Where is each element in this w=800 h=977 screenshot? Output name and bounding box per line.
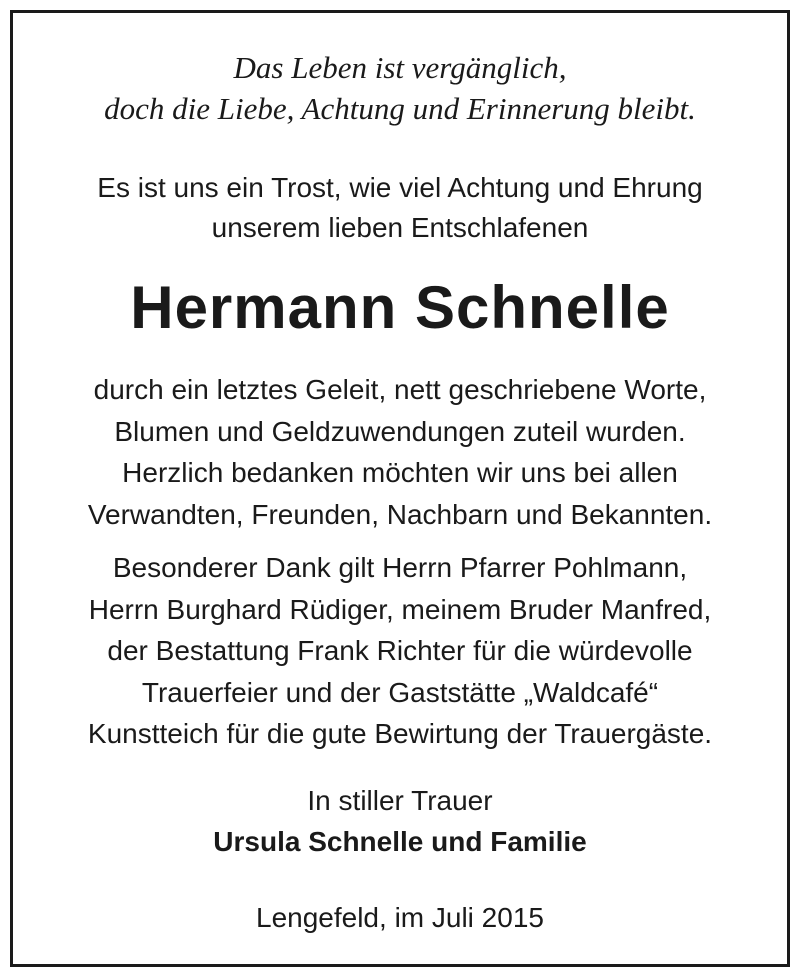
intro-line: Es ist uns ein Trost, wie viel Achtung und Ehrung <box>97 172 703 203</box>
closing-phrase: In stiller Trauer <box>307 785 493 816</box>
notice-frame <box>10 10 790 967</box>
thanks-line: Verwandten, Freunden, Nachbarn und Bekannten. <box>87 498 713 530</box>
motto <box>13 47 787 129</box>
intro-line: unserem lieben Entschlafenen <box>211 212 589 243</box>
intro-text <box>13 168 787 248</box>
special-thanks-line: Besonderer Dank gilt Herrn Pfarrer Pohlmann, <box>112 552 688 583</box>
thanks-paragraph <box>13 369 787 535</box>
family-signature: Ursula Schnelle und Familie <box>213 826 587 857</box>
thanks-line: Herzlich bedanken möchten wir uns bei allen <box>122 457 678 488</box>
motto-line: doch die Liebe, Achtung und Erinnerung bleibt. <box>104 91 696 126</box>
thanks-line: durch ein letztes Geleit, nett geschriebene Worte, <box>93 374 707 405</box>
motto-line: Das Leben ist vergänglich, <box>233 50 567 85</box>
place-date: Lengefeld, im Juli 2015 <box>256 902 544 933</box>
special-thanks-line: Herrn Burghard Rüdiger, meinem Bruder Manfred, <box>88 593 712 625</box>
special-thanks-line: der Bestattung Frank Richter für die würdevolle <box>107 635 693 666</box>
deceased-name: Hermann Schnelle <box>130 274 670 341</box>
thanks-line: Blumen und Geldzuwendungen zuteil wurden. <box>114 415 686 447</box>
closing-block <box>13 780 787 862</box>
special-thanks-line: Kunstteich für die gute Bewirtung der Trauergäste. <box>87 718 713 749</box>
special-thanks-line: Trauerfeier und der Gaststätte „Waldcafé“ <box>141 676 659 708</box>
special-thanks-paragraph <box>13 547 787 755</box>
